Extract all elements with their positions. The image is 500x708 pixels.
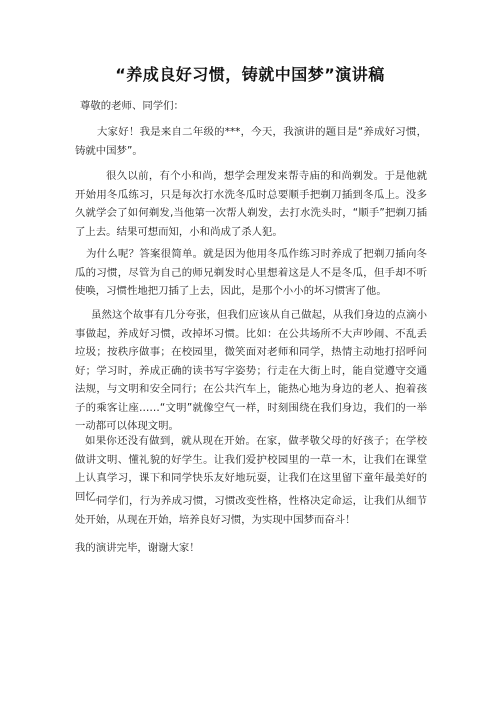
salutation: 尊敬的老师、同学们： bbox=[80, 100, 184, 112]
paragraph-story: 很久以前，有个小和尚，想学会理发来帮寺庙的和尚剃发。于是他就开始用冬瓜练习，只是每次打水洗冬瓜时总要顺手把剃刀插到冬瓜上。没多久就学会了如何剃发,当他第一次帮人剃发，去打水洗头时，“顺手”把剃刀插了上去。结果可想而知，小和尚成了杀人犯。 bbox=[75, 170, 427, 238]
paragraph-greeting: 大家好！我是来自二年级的***，今天，我演讲的题目是“养成好习惯，铸就中国梦”。 bbox=[75, 126, 427, 157]
paragraph-conclusion: 同学们，行为养成习惯，习惯改变性格，性格决定命运，让我们从细节处开始，从现在开始，培养良好习惯，为实现中国梦而奋斗！ bbox=[75, 495, 427, 526]
paragraph-call-to-action: 如果你还没有做到，就从现在开始。在家，做孝敬父母的好孩子；在学校做讲文明、懂礼貌的好学生。让我们爱护校园里的一草一木，让我们在课堂上认真学习，课下和同学快乐友好地玩耍，让我们在这里留下童年最美好的回忆。 bbox=[75, 435, 427, 503]
closing-line: 我的演讲完毕，谢谢大家！ bbox=[75, 542, 200, 554]
document-title: “养成良好习惯，铸就中国梦”演讲稿 bbox=[115, 65, 385, 84]
paragraph-explanation: 为什么呢？答案很简单。就是因为他用冬瓜作练习时养成了把剃刀插向冬瓜的习惯，尽管为自己的师兄剃发时心里想着这是人不是冬瓜，但手却不听使唤，习惯性地把刀插了上去，因此，是那个小小的坏习惯害了他。 bbox=[75, 248, 427, 297]
paragraph-examples: 虽然这个故事有几分夸张，但我们应该从自己做起，从我们身边的点滴小事做起，养成好习惯，改掉坏习惯。比如：在公共场所不大声吵闹、不乱丢垃圾；按秩序做事；在校园里，微笑面对老师和同学，热情主动地打招呼问好；学习时，养成正确的读书写字姿势；行走在大街上时，能自觉遵守交通法规，与文明和安全同行；在公共汽车上，能热心地为身边的老人、抱着孩子的乘客让座……“文明”就像空气一样，时刻围绕在我们身边，我们的一举一动都可以体现文明。 bbox=[75, 309, 427, 432]
